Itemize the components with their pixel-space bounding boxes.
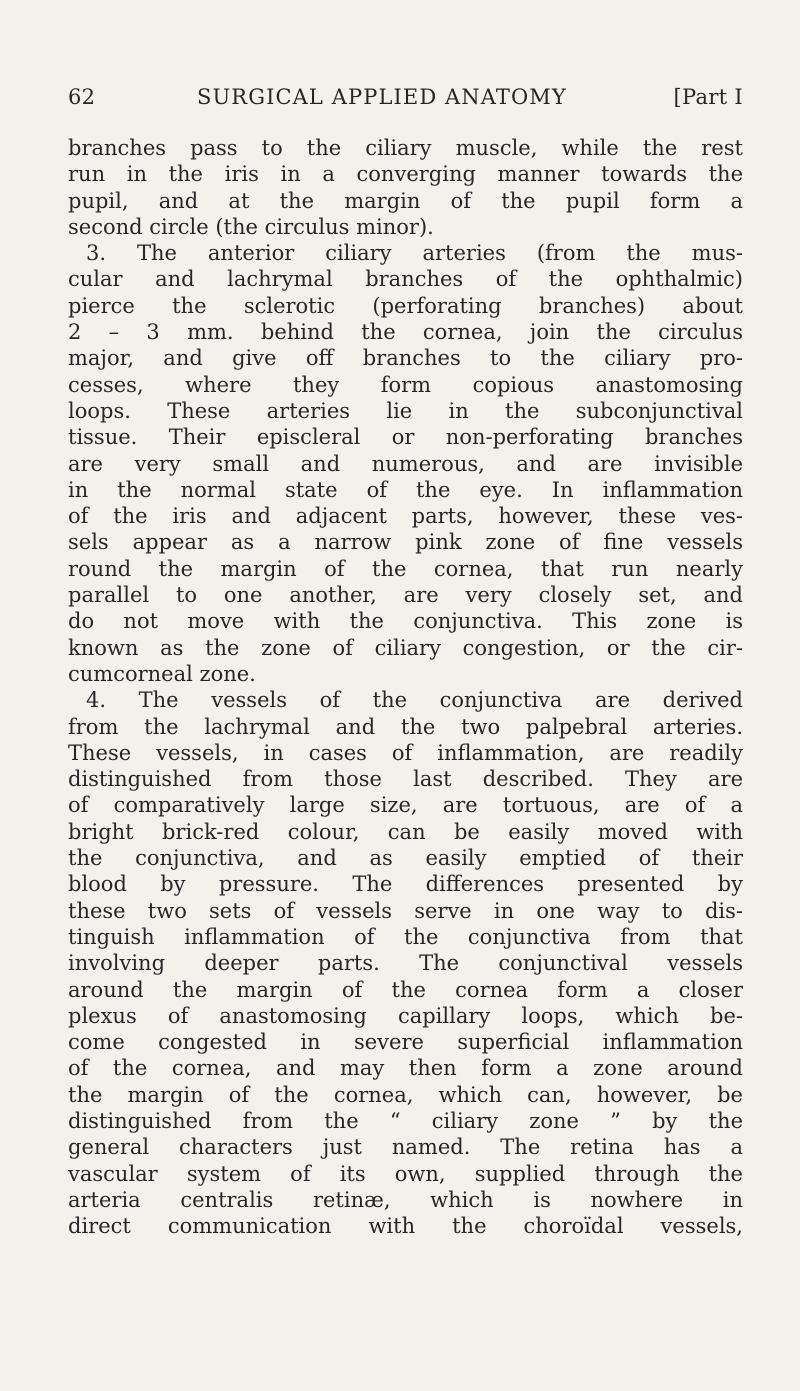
text-line: cumcorneal zone. (68, 661, 256, 686)
text-line: sels appear as a narrow pink zone of fine vessels (68, 530, 743, 555)
text-line: are very small and numerous, and are invisible (68, 451, 743, 476)
body-text (68, 135, 743, 1239)
text-line: arteria centralis retinæ, which is nowhere in (68, 1187, 743, 1212)
text-line: the conjunctiva, and as easily emptied of their (68, 846, 743, 871)
text-line: vascular system of its own, supplied through the (68, 1161, 743, 1186)
text-line: the margin of the cornea, which can, however, be (68, 1082, 743, 1107)
text-line: bright brick-red colour, can be easily moved with (68, 819, 743, 844)
text-line: blood by pressure. The differences presented by (68, 872, 743, 897)
text-line: cular and lachrymal branches of the ophthalmic) (68, 267, 743, 292)
text-line: in the normal state of the eye. In inflammation (68, 477, 743, 502)
part-label: [Part I (673, 85, 743, 109)
text-line: plexus of anastomosing capillary loops, which be- (68, 1003, 743, 1028)
text-line: tinguish inflammation of the conjunctiva from that (68, 924, 743, 949)
text-line: These vessels, in cases of inflammation, are readily (68, 740, 743, 765)
text-line: of the cornea, and may then form a zone around (68, 1056, 743, 1081)
text-line: of the iris and adjacent parts, however, these ves- (68, 504, 743, 529)
running-title: SURGICAL APPLIED ANATOMY (197, 85, 567, 109)
text-line: do not move with the conjunctiva. This zone is (68, 609, 743, 634)
text-line: parallel to one another, are very closely set, and (68, 583, 743, 608)
book-page (68, 85, 743, 1239)
text-line: these two sets of vessels serve in one way to dis- (68, 898, 743, 923)
text-line: from the lachrymal and the two palpebral arteries. (68, 714, 743, 739)
text-line: known as the zone of ciliary congestion, or the cir- (68, 635, 743, 660)
page-header (68, 85, 743, 115)
text-line: of comparatively large size, are tortuous, are of a (68, 793, 743, 818)
text-line: second circle (the circulus minor). (68, 214, 434, 239)
text-line: come congested in severe superficial inflammation (68, 1030, 743, 1055)
text-line: branches pass to the ciliary muscle, while the rest (68, 136, 743, 160)
text-line: general characters just named. The retina has a (68, 1135, 743, 1160)
text-line: pupil, and at the margin of the pupil form a (68, 188, 743, 213)
text-line: run in the iris in a converging manner towards the (68, 162, 743, 187)
page-number: 62 (68, 85, 96, 109)
text-line: tissue. Their episcleral or non-perforating branches (68, 425, 743, 450)
text-line: major, and give off branches to the ciliary pro- (68, 346, 743, 371)
text-line: involving deeper parts. The conjunctival vessels (68, 951, 743, 976)
text-line: distinguished from those last described. They are (68, 767, 743, 792)
text-line: round the margin of the cornea, that run nearly (68, 556, 743, 581)
text-line: 3. The anterior ciliary arteries (from the mus- (86, 241, 743, 266)
text-line: 2 – 3 mm. behind the cornea, join the circulus (68, 320, 743, 345)
text-line: distinguished from the “ ciliary zone ” by the (68, 1108, 743, 1133)
text-line: pierce the sclerotic (perforating branches) about (68, 293, 743, 318)
text-line: around the margin of the cornea form a closer (68, 977, 743, 1002)
text-line: loops. These arteries lie in the subconjunctival (68, 398, 743, 423)
text-line: cesses, where they form copious anastomosing (68, 372, 743, 397)
text-line: direct communication with the choroïdal vessels, (68, 1214, 743, 1239)
text-line: 4. The vessels of the conjunctiva are derived (86, 688, 743, 713)
